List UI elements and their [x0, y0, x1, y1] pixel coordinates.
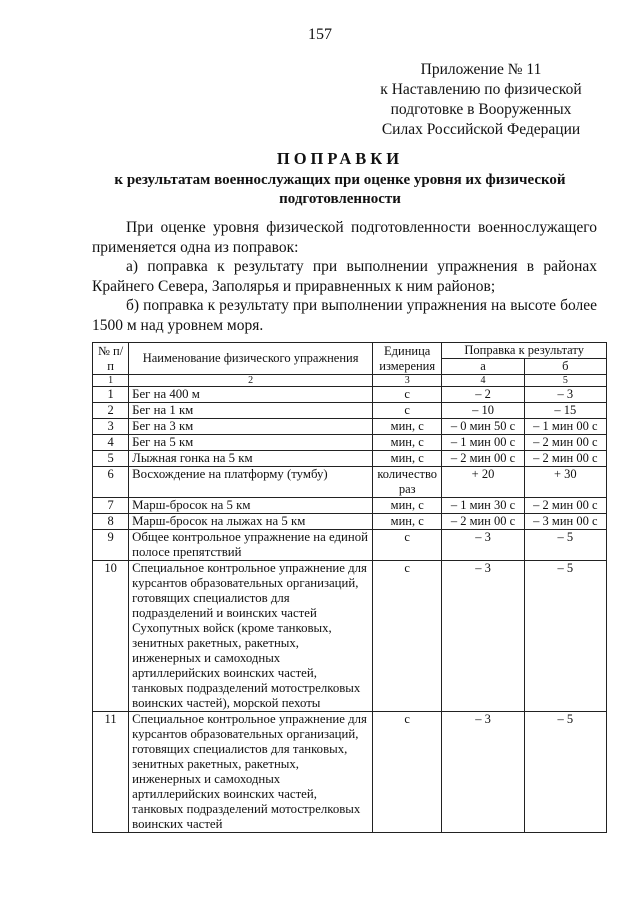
row-correction-b: – 2 мин 00 с: [524, 498, 606, 514]
table-row: [93, 498, 607, 514]
row-correction-b: + 30: [524, 467, 606, 498]
table-row: [93, 467, 607, 498]
row-correction-a: – 2 мин 00 с: [442, 514, 524, 530]
row-correction-b: – 5: [524, 712, 606, 833]
column-number: 1: [93, 375, 129, 387]
row-no: 2: [93, 403, 129, 419]
row-no: 5: [93, 451, 129, 467]
header-unit: Единица измерения: [373, 343, 442, 375]
row-unit: с: [373, 387, 442, 403]
row-no: 10: [93, 561, 129, 712]
intro-paragraph: При оценке уровня физической подготовленности военнослужащего применяется одна из поправок:: [92, 219, 597, 256]
row-exercise: Марш-бросок на 5 км: [129, 498, 373, 514]
header-name: Наименование физического упражнения: [129, 343, 373, 375]
document-heading: [60, 148, 620, 209]
row-correction-a: – 3: [442, 561, 524, 712]
table-row: [93, 561, 607, 712]
table-row: [93, 530, 607, 561]
row-correction-b: – 2 мин 00 с: [524, 435, 606, 451]
row-exercise: Бег на 400 м: [129, 387, 373, 403]
row-unit: мин, с: [373, 419, 442, 435]
column-number: 2: [129, 375, 373, 387]
row-correction-a: + 20: [442, 467, 524, 498]
row-correction-b: – 3 мин 00 с: [524, 514, 606, 530]
row-exercise: Восхождение на платформу (тумбу): [129, 467, 373, 498]
row-no: 4: [93, 435, 129, 451]
header-correction: Поправка к результату: [442, 343, 607, 359]
row-exercise: Специальное контрольное упражнение для курсантов образовательных организаций, готовящих специалистов для подразделений и воинских частей Сухопутных войск (кроме танковых, зенитных ракетных, ракетных, инженерных и самоходных артиллерийских воинских частей, танковых подразделений мотострелковых воинских частей), морской пехоты: [129, 561, 373, 712]
row-exercise: Лыжная гонка на 5 км: [129, 451, 373, 467]
column-number: 4: [442, 375, 524, 387]
table-row: [93, 451, 607, 467]
intro-item-b: б) поправка к результату при выполнении упражнения на высоте более 1500 м над уровнем моря.: [92, 297, 597, 334]
appendix-line: к Наставлению по физической: [380, 81, 582, 98]
row-correction-a: – 2 мин 00 с: [442, 451, 524, 467]
row-no: 9: [93, 530, 129, 561]
row-no: 3: [93, 419, 129, 435]
row-unit: с: [373, 712, 442, 833]
row-no: 11: [93, 712, 129, 833]
intro-text: [92, 218, 597, 335]
row-unit: мин, с: [373, 498, 442, 514]
table-row: [93, 712, 607, 833]
row-unit: количество раз: [373, 467, 442, 498]
row-correction-a: – 1 мин 00 с: [442, 435, 524, 451]
row-unit: мин, с: [373, 514, 442, 530]
row-exercise: Бег на 1 км: [129, 403, 373, 419]
header-b: б: [524, 359, 606, 375]
column-number: 3: [373, 375, 442, 387]
table-row: [93, 514, 607, 530]
row-correction-a: – 3: [442, 712, 524, 833]
row-exercise: Общее контрольное упражнение на единой полосе препятствий: [129, 530, 373, 561]
row-correction-b: – 3: [524, 387, 606, 403]
table-row: [93, 387, 607, 403]
row-unit: мин, с: [373, 435, 442, 451]
row-unit: с: [373, 530, 442, 561]
table-row: [93, 435, 607, 451]
row-exercise: Бег на 3 км: [129, 419, 373, 435]
header-no: № п/п: [93, 343, 129, 375]
row-unit: мин, с: [373, 451, 442, 467]
row-unit: с: [373, 403, 442, 419]
row-correction-a: – 0 мин 50 с: [442, 419, 524, 435]
intro-item-a: а) поправка к результату при выполнении упражнения в районах Крайнего Севера, Заполярья и приравненных к ним районов;: [92, 258, 597, 295]
corrections-table: [92, 342, 607, 833]
appendix-line: подготовке в Вооруженных: [390, 101, 572, 118]
page-number: 157: [308, 26, 332, 43]
column-numbers-row: [93, 375, 607, 387]
column-number: 5: [524, 375, 606, 387]
document-title: ПОПРАВКИ: [276, 149, 404, 168]
row-exercise: Специальное контрольное упражнение для курсантов образовательных организаций, готовящих специалистов для танковых, зенитных ракетных, ракетных, инженерных и самоходных артиллерийских воинских частей, танковых подразделений мотострелковых воинских частей: [129, 712, 373, 833]
row-correction-b: – 2 мин 00 с: [524, 451, 606, 467]
appendix-block: [366, 60, 596, 140]
row-no: 8: [93, 514, 129, 530]
row-correction-b: – 5: [524, 561, 606, 712]
row-correction-b: – 15: [524, 403, 606, 419]
row-correction-b: – 1 мин 00 с: [524, 419, 606, 435]
row-correction-a: – 1 мин 30 с: [442, 498, 524, 514]
row-no: 7: [93, 498, 129, 514]
row-correction-a: – 10: [442, 403, 524, 419]
header-a: а: [442, 359, 524, 375]
table-row: [93, 419, 607, 435]
table-row: [93, 403, 607, 419]
row-no: 1: [93, 387, 129, 403]
row-exercise: Марш-бросок на лыжах на 5 км: [129, 514, 373, 530]
row-correction-a: – 2: [442, 387, 524, 403]
appendix-line: Приложение № 11: [420, 61, 542, 78]
row-correction-b: – 5: [524, 530, 606, 561]
document-subtitle: к результатам военнослужащих при оценке уровня их физической подготовленности: [114, 172, 566, 207]
row-unit: с: [373, 561, 442, 712]
appendix-line: Силах Российской Федерации: [381, 121, 581, 138]
row-exercise: Бег на 5 км: [129, 435, 373, 451]
row-no: 6: [93, 467, 129, 498]
row-correction-a: – 3: [442, 530, 524, 561]
table-header-row: [93, 343, 607, 359]
